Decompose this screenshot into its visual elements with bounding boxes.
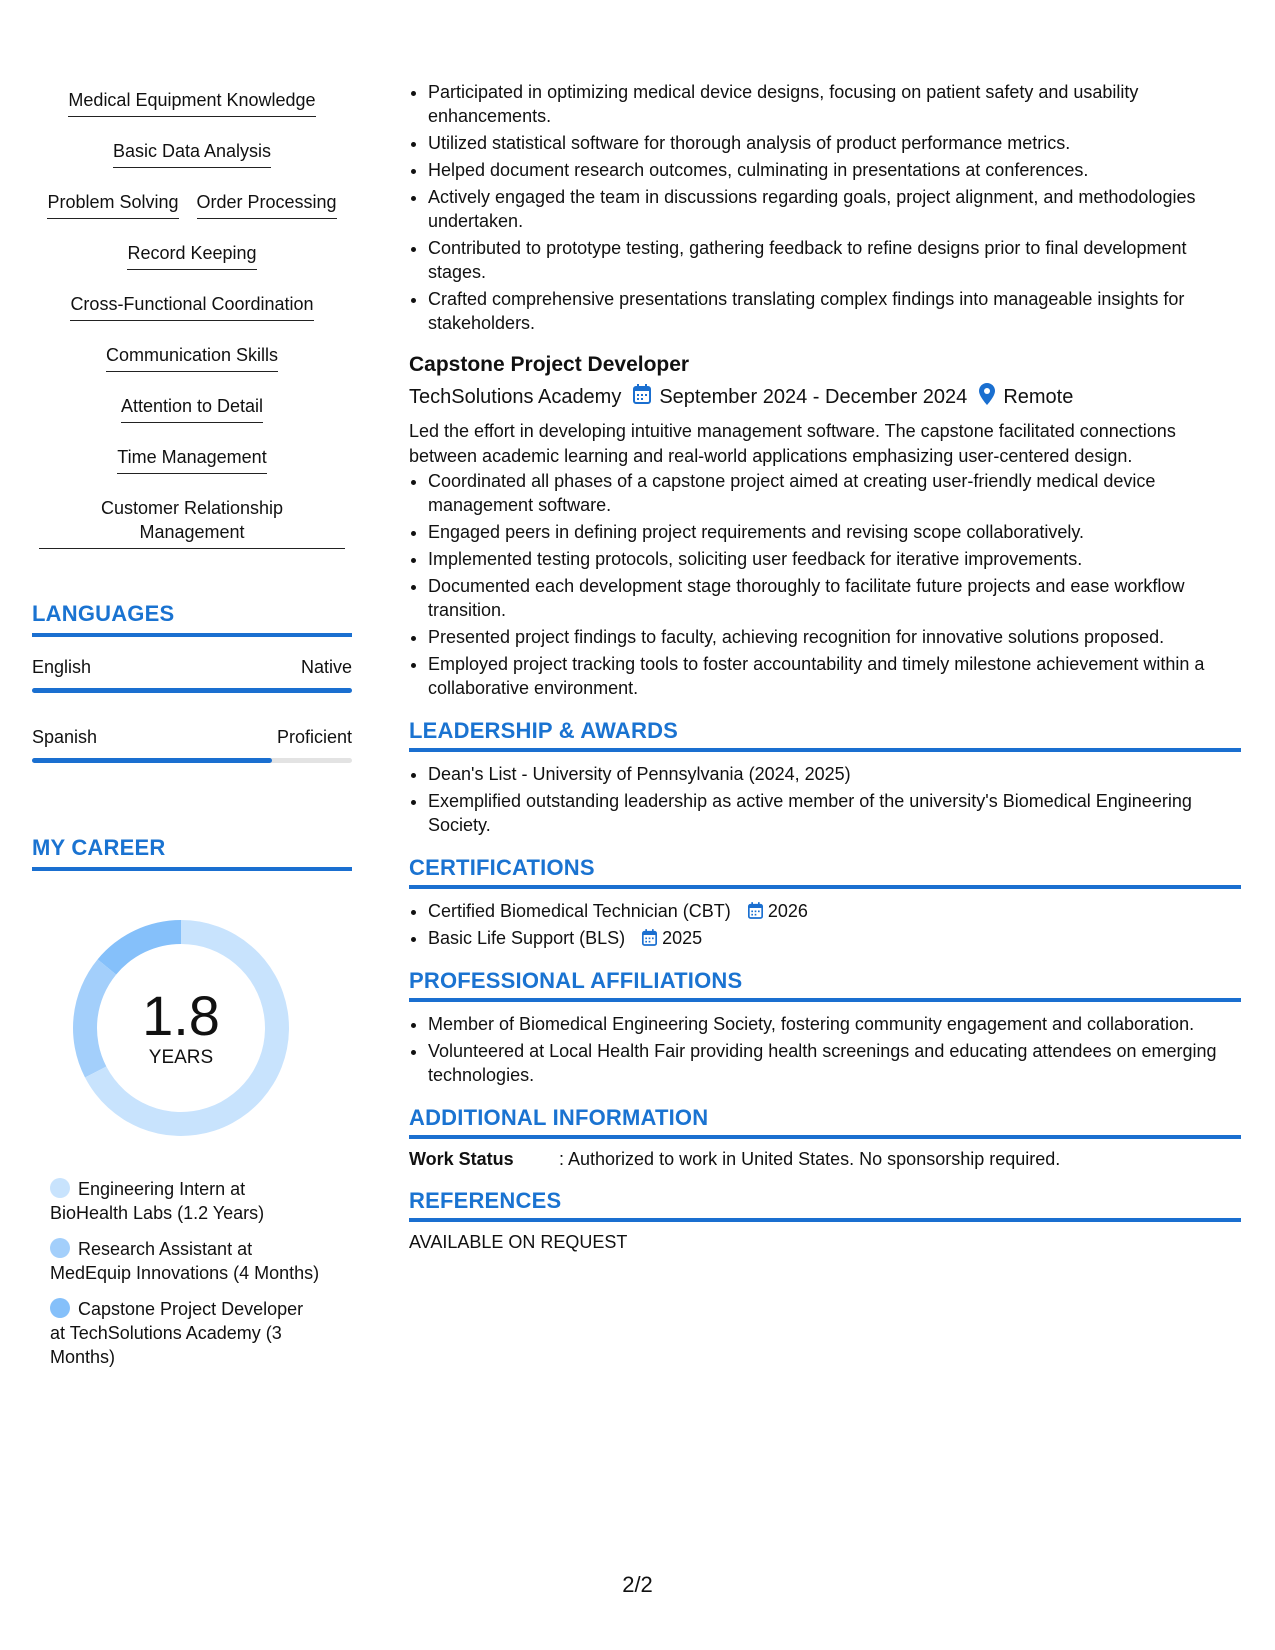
affiliations-title: PROFESSIONAL AFFILIATIONS [409, 968, 1241, 1002]
cert-name: Certified Biomedical Technician (CBT) [428, 901, 731, 921]
bullet-item: • Exemplified outstanding leadership as active member of the university's Biomedical Engineering Society. [428, 789, 1241, 837]
legend-item [50, 1177, 320, 1225]
job-entry [409, 353, 1241, 700]
cert-year: 2025 [662, 928, 703, 948]
language-name: English [32, 657, 92, 677]
skill-item: Basic Data Analysis [113, 133, 271, 168]
skill-item: Time Management [117, 439, 266, 474]
certifications-list [409, 899, 1241, 950]
skill-item: Medical Equipment Knowledge [68, 82, 315, 117]
skill-item: Order Processing [197, 184, 337, 219]
bullet-item: • Dean's List - University of Pennsylvania (2024, 2025) [428, 762, 1241, 786]
career-total: 1.8 [142, 984, 220, 1047]
languages-title: LANGUAGES [32, 601, 352, 637]
certifications-section [409, 855, 1241, 950]
language-bar-fill [32, 758, 272, 763]
bullet-item: • Presented project findings to faculty, achieving recognition for innovative solutions proposed. [428, 625, 1241, 649]
skill-item: Cross-Functional Coordination [70, 286, 313, 321]
language-row [32, 657, 352, 678]
language-level: Proficient [276, 727, 352, 747]
legend-label: Engineering Intern at BioHealth Labs (1.2 Years) [50, 1179, 265, 1223]
leadership-section [409, 718, 1241, 837]
career-section [32, 835, 352, 1369]
calendar-icon [748, 901, 763, 921]
bullet-item: • Documented each development stage thoroughly to facilitate future projects and ease workflow transition. [428, 574, 1241, 622]
legend-item [50, 1297, 320, 1369]
previous-job-bullets [409, 80, 1241, 335]
job-description: Led the effort in developing intuitive management software. The capstone facilitated connections between academic learning and real-world applications emphasizing user-centered design. [409, 421, 1176, 466]
skill-item [39, 490, 345, 549]
language-name: Spanish [32, 727, 98, 747]
bullet-item: • Participated in optimizing medical device designs, focusing on patient safety and usability enhancements. [428, 80, 1241, 128]
cert-year: 2026 [767, 901, 808, 921]
affiliations-list [409, 1012, 1241, 1087]
calendar-icon [642, 928, 657, 948]
legend-dot [50, 1178, 70, 1198]
legend-dot [50, 1238, 70, 1258]
work-status-label: Work Status [409, 1149, 514, 1169]
career-title: MY CAREER [32, 835, 352, 871]
job-company: TechSolutions Academy [409, 385, 622, 408]
bullet-item: • Utilized statistical software for thorough analysis of product performance metrics. [428, 131, 1241, 155]
cert-item [428, 899, 1241, 923]
references-text: AVAILABLE ON REQUEST [409, 1232, 628, 1252]
career-legend [50, 1177, 320, 1369]
job-title: Capstone Project Developer [409, 353, 690, 376]
bullet-item: • Crafted comprehensive presentations translating complex findings into manageable insights for stakeholders. [428, 287, 1241, 335]
bullet-item: • Employed project tracking tools to foster accountability and timely milestone achievement within a collaborative environment. [428, 652, 1241, 700]
job-dates: September 2024 - December 2024 [659, 385, 968, 408]
skills-list [32, 82, 352, 565]
leadership-title: LEADERSHIP & AWARDS [409, 718, 1241, 752]
job-meta [409, 383, 1241, 411]
language-row [32, 727, 352, 748]
references-section [409, 1188, 1241, 1253]
language-bar-fill [32, 688, 352, 693]
bullet-item: • Volunteered at Local Health Fair providing health screenings and educating attendees on emerging technologies. [428, 1039, 1241, 1087]
career-donut [66, 913, 296, 1143]
bullet-item: • Helped document research outcomes, culminating in presentations at conferences. [428, 158, 1241, 182]
language-bar [32, 758, 352, 763]
bullet-item: • Contributed to prototype testing, gathering feedback to refine designs prior to final development stages. [428, 236, 1241, 284]
legend-item [50, 1237, 320, 1285]
bullet-item: • Member of Biomedical Engineering Society, fostering community engagement and collaboration. [428, 1012, 1241, 1036]
skill-item: Communication Skills [106, 337, 278, 372]
left-column [32, 82, 352, 1381]
job-bullets [409, 469, 1241, 700]
job-location: Remote [1003, 385, 1074, 408]
skill-item: Attention to Detail [121, 388, 263, 423]
additional-info-title: ADDITIONAL INFORMATION [409, 1105, 1241, 1139]
cert-item [428, 926, 1241, 950]
certifications-title: CERTIFICATIONS [409, 855, 1241, 889]
location-pin-icon [979, 383, 995, 411]
calendar-icon [633, 384, 651, 410]
bullet-item: • Engaged peers in defining project requirements and revising scope collaboratively. [428, 520, 1241, 544]
languages-section [32, 601, 352, 763]
skill-item: Problem Solving [47, 184, 178, 219]
bullet-item: • Coordinated all phases of a capstone project aimed at creating user-friendly medical device management software. [428, 469, 1241, 517]
bullet-item: • Implemented testing protocols, soliciting user feedback for iterative improvements. [428, 547, 1241, 571]
affiliations-section [409, 968, 1241, 1087]
work-status-row [409, 1149, 1241, 1170]
legend-label: Capstone Project Developer at TechSolutions Academy (3 Months) [50, 1299, 304, 1367]
leadership-list [409, 762, 1241, 837]
donut-center [66, 913, 296, 1143]
career-unit: YEARS [148, 1047, 214, 1068]
skill-item: Record Keeping [127, 235, 256, 270]
language-level: Native [300, 657, 352, 677]
right-column [409, 80, 1241, 1253]
legend-label: Research Assistant at MedEquip Innovations (4 Months) [50, 1239, 320, 1283]
work-status-value: : Authorized to work in United States. No sponsorship required. [559, 1149, 1061, 1169]
page-number: 2/2 [622, 1572, 653, 1597]
cert-name: Basic Life Support (BLS) [428, 928, 626, 948]
bullet-item: • Actively engaged the team in discussions regarding goals, project alignment, and methodologies undertaken. [428, 185, 1241, 233]
language-bar [32, 688, 352, 693]
skill-item-text: Customer Relationship Management [100, 498, 284, 542]
additional-info-section [409, 1105, 1241, 1170]
legend-dot [50, 1298, 70, 1318]
references-title: REFERENCES [409, 1188, 1241, 1222]
